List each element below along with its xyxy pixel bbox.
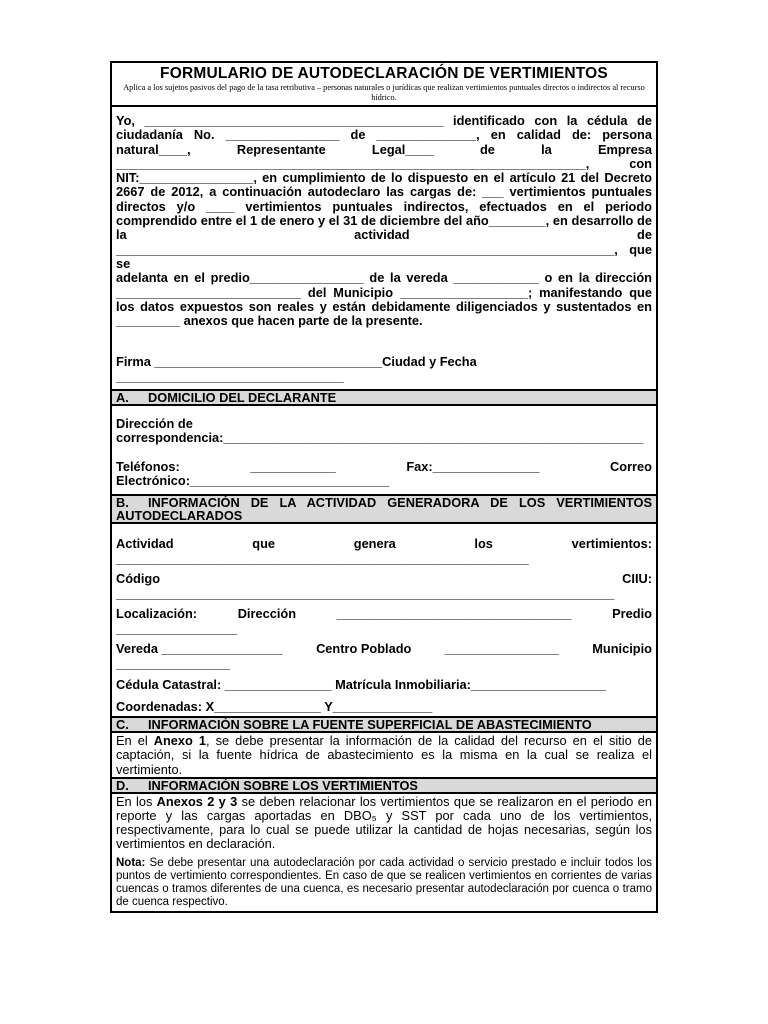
section-c-text-post: , se debe presentar la información de la calidad del recurso en el sitio de captación, si la fuente hídrica de abastecimiento es la misma en la cual se realiza el vertimiento. [116,733,652,777]
declaration-line[interactable]: adelanta en el predio________________ de la vereda ____________ o en la dirección [116,270,652,286]
section-d-text-post: se deben relacionar los vertimientos que se realizaron en el periodo en reporte y las cargas aportadas en DBO₅ y SST por cada uno de los vertimientos, respectivamente, para lo cual se puede utilizar la cantidad de hojas necesarias, según los vertimientos en declaración. [116,793,652,852]
address-label: Dirección de [116,416,193,432]
section-title: INFORMACIÓN DE LA ACTIVIDAD GENERADORA DE LOS VERTIMIENTOS AUTODECLARADOS [116,495,652,524]
direction-label: Dirección [237,606,297,622]
location-row [116,607,652,622]
activity-row [116,537,652,552]
code-field[interactable]: ______________________________________________________________________ [116,585,615,601]
note-label: Nota: [116,856,146,869]
activity-word: que [252,536,276,552]
location-label: Localización: [116,606,198,622]
declaration-last-line[interactable]: _________ anexos que hacen parte de la presente. [116,313,423,329]
activity-word: vertimientos: [571,536,652,552]
activity-field[interactable]: __________________________________________________________ [116,550,529,566]
section-a-heading [112,389,656,406]
municipio-field[interactable]: ________________ [116,655,230,671]
section-b-heading [112,494,656,524]
note-body: Se debe presentar una autodeclaración por cada actividad o servicio prestado e incluir todos los puntos de vertimiento correspondientes. En caso de que se realicen vertimientos en corrientes de varias cuencas o tramos diferentes de una cuenca, es necesario presentar autodeclaración por cuenca o tramo de cuenca respectivo. [116,856,652,908]
declaration-line[interactable]: directos y/o ____ vertimientos puntuales indirectos, efectuados en el periodo [116,198,652,214]
signature-line[interactable]: Firma ________________________________Ciudad y Fecha [116,354,477,370]
section-a-body [112,406,656,494]
code-label: Código [116,571,161,587]
declaration-line[interactable]: la actividad de [116,227,652,243]
centro-poblado-field[interactable]: ________________ [444,641,559,657]
section-c-text-pre: En el [116,733,154,749]
declaration-line[interactable]: 2667 de 2012, a continuación autodeclaro las cargas de: ___ vertimientos puntuales [116,184,652,200]
phones-row [116,460,652,474]
vereda-row [116,642,652,657]
section-letter: D. [116,777,129,793]
activity-word: Actividad [116,536,174,552]
centro-poblado-label: Centro Poblado [316,641,412,657]
declaration-line[interactable]: __________________________ del Municipio __________________; manifestando que [116,284,652,300]
phones-label: Teléfonos: [116,458,180,474]
declaration-line[interactable]: los datos expuestos son reales y están debidamente diligenciados y sustentados en [116,298,652,314]
section-title: DOMICILIO DEL DECLARANTE [148,390,337,406]
fax-field[interactable]: Fax:_______________ [406,458,540,474]
section-letter: C. [116,717,129,733]
municipio-label: Municipio [592,641,652,657]
activity-word: genera [353,536,396,552]
note-text [112,857,656,911]
email-label: Correo [610,458,652,474]
section-d-heading [112,777,656,794]
anexos-label: Anexos 2 y 3 [156,793,238,809]
email-field[interactable]: Electrónico:____________________________ [116,472,390,488]
activity-word: los [474,536,493,552]
form-subtitle: Aplica a los sujetos pasivos del pago de la tasa retributiva – personas naturales o jurídicas que realizan vertimientos puntuales directos o indirectos al recurso hídrico. [123,83,645,102]
date-line[interactable]: ________________________________ [116,368,344,384]
declaration-line[interactable]: natural____, Representante Legal____ de la Empresa [116,141,652,157]
ciiu-label: CIIU: [622,571,652,587]
form-header [112,63,656,107]
section-c-text [112,733,656,777]
declaration-block [112,107,656,389]
declaration-line[interactable]: Yo, __________________________________________ identificado con la cédula de [116,113,652,128]
cadastral-row[interactable]: Cédula Catastral: _______________ Matrícula Inmobiliaria:___________________ [116,677,607,693]
declaration-line[interactable]: NIT:________________, en cumplimiento de lo dispuesto en el artículo 21 del Decreto [116,170,652,186]
section-b-body [112,524,656,716]
declaration-line[interactable]: ciudadanía No. ________________ de ______________, en calidad de: persona [116,127,652,143]
predio-field[interactable]: _________________ [116,620,237,636]
section-d-text-pre: En los [116,793,157,809]
anexo-1-label: Anexo 1 [153,733,206,749]
vereda-field[interactable]: Vereda _________________ [116,641,283,657]
form-title: FORMULARIO DE AUTODECLARACIÓN DE VERTIMIENTOS [160,65,608,82]
section-letter: A. [116,390,129,406]
predio-label: Predio [612,606,652,622]
declaration-form [110,61,658,913]
section-title: INFORMACIÓN SOBRE LOS VERTIMIENTOS [148,777,418,793]
declaration-line[interactable]: ______________________________________________________________________, que se [116,241,652,271]
section-title: INFORMACIÓN SOBRE LA FUENTE SUPERFICIAL DE ABASTECIMIENTO [148,717,592,733]
phones-field[interactable]: ____________ [250,458,336,474]
direction-field[interactable]: _________________________________ [336,606,572,622]
address-field[interactable]: correspondencia:___________________________________________________________ [116,430,644,446]
declaration-line[interactable]: __________________________________________________________________, con [116,155,652,171]
section-d-text [112,794,656,852]
coordinates-row[interactable]: Coordenadas: X_______________ Y______________ [116,698,433,714]
code-row [116,572,652,587]
declaration-line[interactable]: comprendido entre el 1 de enero y el 31 de diciembre del año________, en desarrollo de [116,213,652,229]
section-c-heading [112,716,656,733]
section-letter: B. [116,495,129,511]
